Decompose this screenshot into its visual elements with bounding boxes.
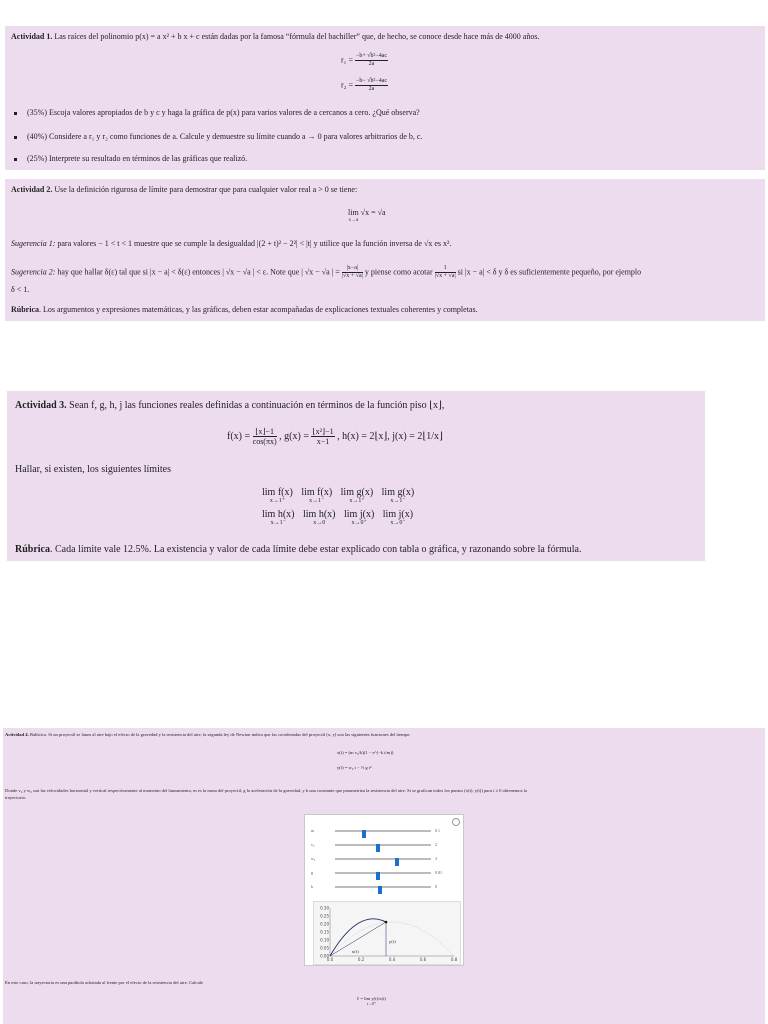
slider-4[interactable] [309, 883, 459, 891]
slider-3[interactable] [309, 869, 459, 877]
hint-2 [11, 265, 641, 280]
slider-thumb[interactable] [395, 858, 399, 866]
y-tick-label: 0.05 [320, 945, 329, 951]
limit-item: lim j(x) [344, 509, 375, 520]
slider-track[interactable] [335, 858, 431, 860]
g-num: ⌊x²⌋−1 [312, 427, 334, 436]
activity-2-intro-text: Use la definición rigurosa de límite para demostrar que para cualquier valor real a > 0 se tiene: [54, 185, 358, 194]
activity-4-limit [357, 996, 386, 1006]
slider-track[interactable] [335, 872, 431, 874]
g-lhs: , g(x) = [279, 430, 309, 442]
limit-subscript: x→a [348, 218, 359, 223]
slider-value: 0.1 [435, 828, 440, 833]
rubric-label: Rúbrica [15, 544, 50, 555]
activity-3-intro [15, 399, 444, 412]
slider-thumb[interactable] [362, 830, 366, 838]
slider-track[interactable] [335, 886, 431, 888]
hint-1-label: Sugerencia 1: [11, 239, 56, 248]
limit-item: lim h(x) [303, 509, 336, 520]
limits-row-2 [262, 509, 413, 527]
activity-1-card [5, 26, 765, 170]
y-tick-label: 0.30 [320, 905, 329, 911]
activity-2-title: Actividad 2. [11, 185, 53, 194]
trajectory-chart [314, 902, 460, 964]
r1-den: 2a [368, 61, 375, 67]
limit-item: lim g(x) [381, 487, 415, 498]
y-tick-label: 0.00 [320, 953, 329, 959]
hint-1 [11, 239, 451, 249]
rubric-text: . Cada límite vale 12.5%. La existencia y valor de cada límite debe estar explicado con tabla o gráfica, y razonando sobre la fórmula. [50, 544, 582, 555]
slider-value: 9.81 [435, 870, 442, 875]
r2-num: −b− √b²−4ac [355, 78, 388, 84]
slider-2[interactable] [309, 855, 459, 863]
limit-sub: x→1⁺ [269, 498, 285, 504]
y-tick-label: 0.15 [320, 929, 329, 935]
slider-track[interactable] [335, 830, 431, 832]
limits-row-1 [262, 487, 414, 505]
bullet-icon [14, 158, 17, 161]
activity-3-intro-text: Sean f, g, h, j las funciones reales definidas a continuación en términos de la función piso ⌊x⌋, [69, 400, 445, 411]
activity-3-find: Hallar, si existen, los siguientes límites [15, 464, 171, 475]
limit-item: lim f(x) [301, 487, 333, 498]
g-den: x−1 [316, 437, 330, 446]
hint-2-frac2-den: |√x + √a| [434, 273, 456, 279]
limit-sub: x→0 [313, 520, 326, 526]
limit-sub: x→1⁻ [309, 498, 325, 504]
slider-track[interactable] [335, 844, 431, 846]
x-tick-label: 0.2 [357, 957, 365, 962]
activity-2-card [5, 179, 765, 321]
slider-label: m [311, 828, 315, 833]
activity-2-intro [11, 185, 357, 195]
equation-x: x(t) = (m v₀/k)(1 − e^(−k t/m)) [337, 750, 394, 755]
f-den: cos(πx) [252, 437, 277, 446]
activity-3-rubric [15, 543, 581, 556]
x-tick-label: 0.0 [326, 957, 334, 962]
limit-operator: lim [348, 208, 359, 217]
r2-formula [341, 78, 388, 93]
x-tick-label: 0.8 [450, 957, 458, 962]
limit-sub: x→0⁻ [390, 520, 406, 526]
limit-eq-sub: t→0⁺ [366, 1001, 377, 1006]
limit-sub: x→1⁻ [270, 520, 286, 526]
x-tick-label: 0.4 [388, 957, 396, 962]
y-tick-label: 0.10 [320, 937, 329, 943]
r2-lhs: r₂ = [341, 80, 353, 90]
f-num: ⌊x⌋−1 [253, 427, 277, 437]
activity-4-description-2: trayectoria: [5, 795, 26, 800]
rubric-label: Rúbrica [11, 305, 39, 314]
slider-0[interactable] [309, 827, 459, 835]
limit-eq: ℓ = lim y(t)/x(t) [357, 996, 386, 1001]
y-t-label: y(t) [389, 939, 396, 944]
activity-1-bullet-3: (25%) Interprete su resultado en términos de las gráficas que realizó. [27, 154, 248, 163]
slider-1[interactable] [309, 841, 459, 849]
activity-3-card [7, 391, 705, 561]
limit-sub: x→1⁻ [390, 498, 406, 504]
limit-body: √x = √a [360, 208, 386, 217]
y-tick-label: 0.20 [320, 921, 329, 927]
activity-1-intro-text: Las raíces del polinomio p(x) = a x² + b x + c están dadas por la famosa “fórmula del bachiller” que, de hecho, se conoce desde hace más de 4000 años. [54, 32, 540, 41]
activity-2-rubric [11, 305, 478, 315]
limit-item: lim f(x) [262, 487, 293, 498]
slider-value: 2 [435, 842, 437, 847]
activity-1-title: Actividad 1. [11, 32, 53, 41]
bullet-icon [14, 112, 17, 115]
h-j-definitions: , h(x) = 2⌊x⌋, j(x) = 2⌊1/x⌋ [337, 430, 443, 442]
slider-label: g [311, 870, 313, 875]
hint-2-label: Sugerencia 2: [11, 267, 56, 277]
slider-value: 3 [435, 856, 437, 861]
slider-label: k [311, 884, 313, 889]
activity-1-bullet-2: (40%) Considere a r₁ y r₂ como funciones de a. Calcule y demuestre su límite cuando a → 0 para valores arbitrarios de b, c. [27, 132, 423, 141]
equation-y: y(t) = w₀ t − ½ g t² [337, 765, 372, 770]
slider-thumb[interactable] [378, 886, 382, 894]
limit-sub: x→1⁺ [349, 498, 365, 504]
slider-thumb[interactable] [376, 844, 380, 852]
hint-1-text: para valores − 1 < t < 1 muestre que se cumple la desigualdad |(2 + t)² − 2²| < |t| y utilice que la función inversa de √x es x². [57, 239, 452, 248]
activity-1-intro [11, 32, 539, 42]
activity-4-title: Actividad 4. [5, 732, 29, 737]
activity-1-bullet-1: (35%) Escoja valores apropiados de b y c y haga la gráfica de p(x) para varios valores de a cercanos a cero. ¿Qué observa? [27, 108, 420, 117]
hint-2-line2: δ < 1. [11, 285, 30, 294]
hint-2-text: hay que hallar δ(ε) tal que si |x − a| < δ(ε) entonces | √x − √a | < ε. Note que | √x − √a | = [57, 267, 340, 277]
activity-4-intro-text: Balística. Si un proyectil se lanza al aire bajo el efecto de la gravedad y la resistencia del aire, la segunda ley de Newton indica que las coordenadas del proyectil (x, y) son las siguientes funciones del tiempo: [29, 732, 411, 737]
hint-2-frac-den: |√x + √a| [341, 273, 363, 279]
activity-4-after: En este caso, la trayectoria es una parábola achatada al frente por el efecto de la resistencia del aire. Calcule [5, 980, 204, 985]
current-point [385, 921, 388, 924]
rubric-text: . Los argumentos y expresiones matemáticas, y las gráficas, deben estar acompañadas de explicaciones textuales coherentes y completas. [39, 305, 478, 314]
limit-item: lim j(x) [382, 509, 414, 520]
limit-item: lim h(x) [262, 509, 295, 520]
x-t-label: x(t) [352, 949, 359, 954]
f-lhs: f(x) = [227, 430, 251, 442]
slider-label: v₀ [311, 842, 315, 847]
trajectory-plot [313, 901, 461, 965]
activity-3-title: Actividad 3. [15, 400, 67, 411]
slider-thumb[interactable] [376, 872, 380, 880]
activity-4-intro [5, 732, 411, 738]
limit-sub: x→0⁺ [351, 520, 367, 526]
hint-2-tail: si |x − a| < δ y δ es suficientemente pequeño, por ejemplo [457, 267, 642, 277]
r1-formula [341, 53, 388, 68]
activity-4-description: Donde v₀ y w₀ son las velocidades horizontal y vertical respectivamente al momento del lanzamiento, m es la masa del proyectil, g la aceleración de la gravedad, y k una constante que parametriza la resistencia del aire. Si se grafican todos los puntos (x(t), y(t)) para t ≥ 0 obtenemos la [5, 788, 527, 793]
slider-label: w₀ [311, 856, 316, 861]
r1-num: −b+ √b²−4ac [355, 53, 388, 59]
limit-item: lim g(x) [340, 487, 374, 498]
activity-2-limit [348, 208, 386, 223]
trajectory-manipulator [304, 814, 464, 966]
hint-2-frac-num: |x−a| [342, 265, 363, 273]
hint-2-mid: y piense como acotar [364, 267, 433, 277]
r1-lhs: r₁ = [341, 55, 353, 65]
r2-den: 2a [368, 86, 375, 92]
x-tick-label: 0.6 [419, 957, 427, 962]
activity-3-definitions [227, 427, 443, 446]
slider-value: 0 [435, 884, 437, 889]
bullet-icon [14, 136, 17, 139]
y-tick-label: 0.25 [320, 913, 329, 919]
hint-2-frac2-num: 1 [435, 265, 456, 273]
settings-icon[interactable] [452, 818, 460, 826]
